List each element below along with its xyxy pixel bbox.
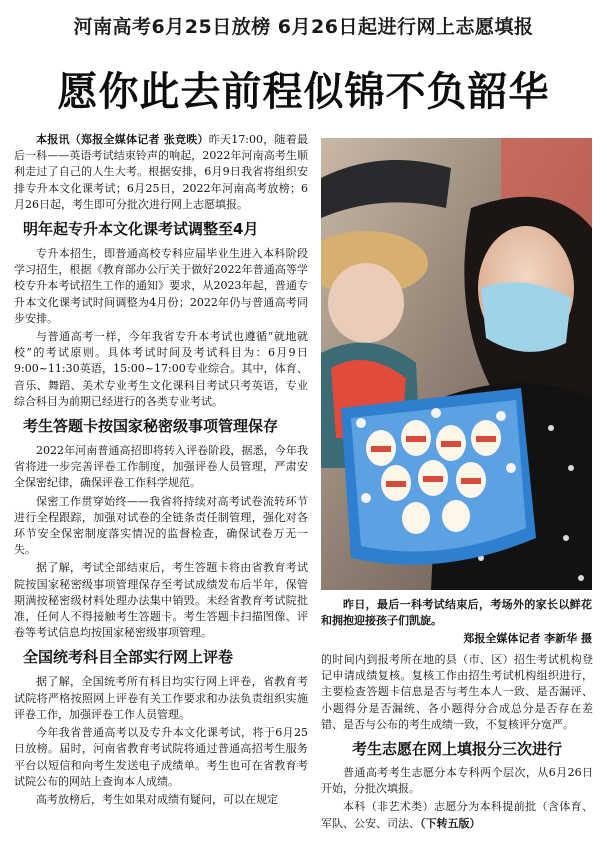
section2-paragraph: 2022年河南普通高招即将转入评卷阶段，据悉，今年我省将进一步完善评卷工作制度，加强评卷人员管理，严肃安全保密纪律，确保评卷工作科学规范。 xyxy=(14,444,308,490)
main-headline: 愿你此去前程似锦不负韶华 xyxy=(57,69,550,115)
left-column xyxy=(14,132,308,810)
section2-title: 考生答题卡按国家秘密级事项管理保存 xyxy=(23,417,279,436)
section4-text: 本科（非艺术类）志愿分为本科提前批（含体育、军队、公安、司法、 xyxy=(321,800,593,830)
section4-paragraph: 普通高考考生志愿分本专科两个层次，从6月26日开始，分批次填报。 xyxy=(321,766,593,796)
section3-paragraph: 今年我省普通高考以及专升本文化课考试，将于6月25日放榜。届时，河南省教育考试院将通过普通高招考生服务平台以短信和向考生发送电子成绩单。考生也可在省教育考试院公布的网站上查询本人成绩。 xyxy=(14,726,308,788)
section2-paragraph: 保密工作贯穿始终——我省将持续对高考试卷流转环节进行全程跟踪，加强对试卷的全链条责任制管理，强化对各环节安全保密制度落实情况的监督检查，确保试卷万无一失。 xyxy=(14,494,308,557)
section4-title: 考生志愿在网上填报分三次进行 xyxy=(351,740,562,759)
intro-paragraph xyxy=(14,132,308,213)
continued-paragraph: 的时间内到报考所在地的县（市、区）招生考试机构登记申请成绩复核。复核工作由招生考试机构组织进行，主要检查答题卡信息是否与考生本人一致、是否漏评、小题得分是否漏统、各小题得分合成总分是否存在差错、是否与公布的考生成绩一致，不复核评分宽严。 xyxy=(321,653,593,731)
photo-illustration xyxy=(321,138,592,590)
section3-title: 全国统考科目全部实行网上评卷 xyxy=(23,648,234,667)
news-photo xyxy=(321,138,592,590)
section1-title: 明年起专升本文化课考试调整至4月 xyxy=(23,220,259,239)
photo-caption: 昨日，最后一科考试结束后，考场外的家长以鲜花和拥抱迎接孩子们凯旋。 xyxy=(321,598,592,627)
section4-paragraph xyxy=(321,799,593,831)
section1-paragraph: 专升本招生，即普通高校专科应届毕业生进入本科阶段学习招生，根据《教育部办公厅关于做好2022年普通高等学校专升本考试招生工作的通知》要求，从2023年起，普通专升本文化课考试时间调整为4月份；2022年仍与普通高考同步安排。 xyxy=(14,247,308,325)
section1-paragraph: 与普通高考一样，今年我省专升本考试也遵循“就地就校”的考试原则。具体考试时间及考试科目为：6月9日9:00~11:30英语，15:00~17:00专业综合。其中，体育、音乐、舞蹈、美术专业考生文化课科目考试只考英语，专业综合科目为前期已经进行的各类专业考试。 xyxy=(14,330,308,408)
right-column xyxy=(321,652,593,834)
intro-text: 昨天17:00，随着最后一科——英语考试结束铃声的响起，2022年河南高考生顺利走过了自己的人生大考。根据安排，6月9日我省将组织安排专升本文化课考试；6月25日，2022年河南高考放榜；6月26日起，考生即可分批次进行网上志愿填报。 xyxy=(14,133,308,211)
turn-to-page-note: （下转五版） xyxy=(420,816,481,830)
section3-paragraph: 据了解，全国统考所有科目均实行网上评卷，省教育考试院将严格按照网上评卷有关工作要求和办法负责组织实施评卷工作，加强评卷工作人员管理。 xyxy=(14,675,308,721)
section2-paragraph: 据了解，考试全部结束后，考生答题卡将由省教育考试院按国家秘密级事项管理保存至考试成绩发布后半年，保管期满按秘密级材料处理办法集中销毁。未经省教育考试院批准，任何人不得接触考生答题卡。考生答题卡扫描图像、评卷等考试信息均按国家秘密级事项管理。 xyxy=(14,561,308,640)
photo-credit: 郑报全媒体记者 李新华 摄 xyxy=(463,632,592,645)
section3-paragraph: 高考放榜后，考生如果对成绩有疑问，可以在规定 xyxy=(36,792,278,806)
byline: 本报讯（郑报全媒体记者 张竞昳） xyxy=(36,133,209,146)
kicker-subheadline: 河南高考6月25日放榜 6月26日起进行网上志愿填报 xyxy=(73,16,534,38)
